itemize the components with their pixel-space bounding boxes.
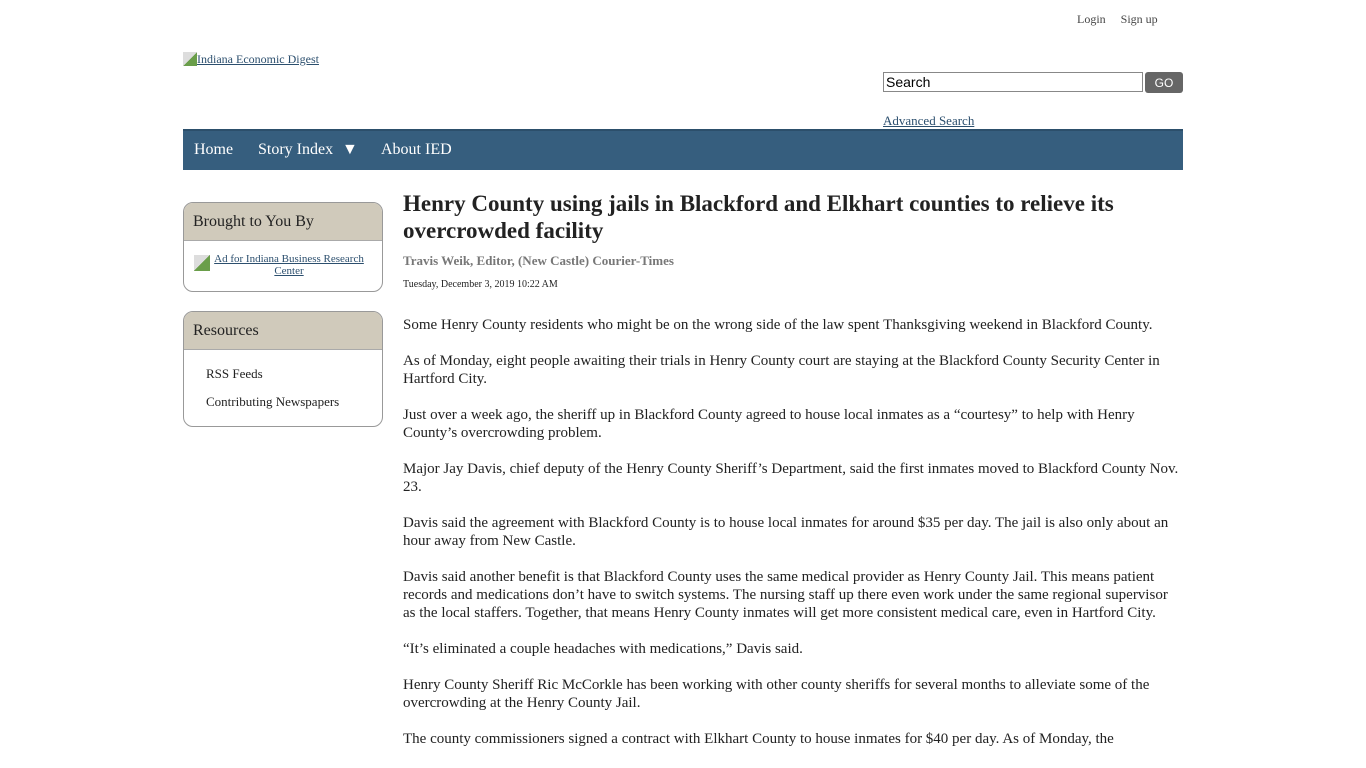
nav-home[interactable]: Home — [194, 141, 234, 158]
chevron-down-icon[interactable]: ▼ — [342, 141, 358, 158]
article-paragraph: Davis said another benefit is that Blackford County uses the same medical provider as Henry County Jail. This means patient records and medications don’t have to switch systems. The nursing staff up there even work under the same regional supervisor as the local staffers. Together, that means Henry County inmates will get more consistent medical care, even in Hartford City. — [403, 569, 1168, 621]
resource-rss-feeds[interactable]: RSS Feeds — [206, 366, 263, 381]
site-logo[interactable] — [183, 52, 319, 67]
nav-about[interactable]: About IED — [381, 141, 452, 158]
article-paragraph: Major Jay Davis, chief deputy of the Henry County Sheriff’s Department, said the first inmates moved to Blackford County Nov. 23. — [403, 461, 1179, 495]
signup-link[interactable]: Sign up — [1120, 12, 1158, 26]
resources-box — [183, 311, 383, 427]
article-paragraph: Just over a week ago, the sheriff up in Blackford County agreed to house local inmates as a “courtesy” to help with Henry County’s overcrowding problem. — [403, 407, 1135, 441]
article-paragraph: The county commissioners signed a contract with Elkhart County to house inmates for $40 per day. As of Monday, the — [403, 731, 1114, 747]
article-paragraph: Henry County Sheriff Ric McCorkle has been working with other county sheriffs for several months to alleviate some of the overcrowding at the Henry County Jail. — [403, 677, 1150, 711]
article-paragraph: As of Monday, eight people awaiting their trials in Henry County court are staying at the Blackford County Security Center in Hartford City. — [403, 353, 1160, 387]
nav-story-index[interactable]: Story Index — [258, 141, 334, 158]
login-link[interactable]: Login — [1077, 12, 1106, 26]
article-date: Tuesday, December 3, 2019 10:22 AM — [403, 279, 558, 290]
resources-heading: Resources — [184, 312, 382, 350]
advanced-search-link[interactable]: Advanced Search — [883, 113, 975, 128]
broken-image-icon — [194, 255, 210, 271]
article-author: Travis Weik, Editor, (New Castle) Courier-Times — [403, 253, 674, 268]
article-paragraph: “It’s eliminated a couple headaches with medications,” Davis said. — [403, 641, 803, 657]
sponsor-heading: Brought to You By — [184, 203, 382, 241]
logo-link[interactable]: Indiana Economic Digest — [197, 52, 319, 66]
broken-image-icon — [183, 52, 197, 66]
resource-contributing-newspapers[interactable]: Contributing Newspapers — [206, 394, 340, 409]
article — [403, 190, 1183, 748]
article-paragraph: Davis said the agreement with Blackford County is to house local inmates for around $35 per day. The jail is also only about an hour away from New Castle. — [403, 515, 1169, 549]
article-paragraph: Some Henry County residents who might be on the wrong side of the law spent Thanksgiving weekend in Blackford County. — [403, 317, 1153, 333]
article-title: Henry County using jails in Blackford and Elkhart counties to relieve its overcrowded facility — [403, 191, 1114, 243]
search-input[interactable] — [883, 72, 1143, 92]
sponsor-box — [183, 202, 383, 292]
sponsor-ad[interactable] — [184, 241, 382, 291]
main-nav — [183, 129, 1183, 170]
account-links — [1077, 12, 1173, 27]
ad-link[interactable]: Ad for Indiana Business Research Center — [214, 253, 364, 277]
search-form — [883, 72, 1174, 92]
go-button[interactable]: GO — [1145, 72, 1183, 93]
